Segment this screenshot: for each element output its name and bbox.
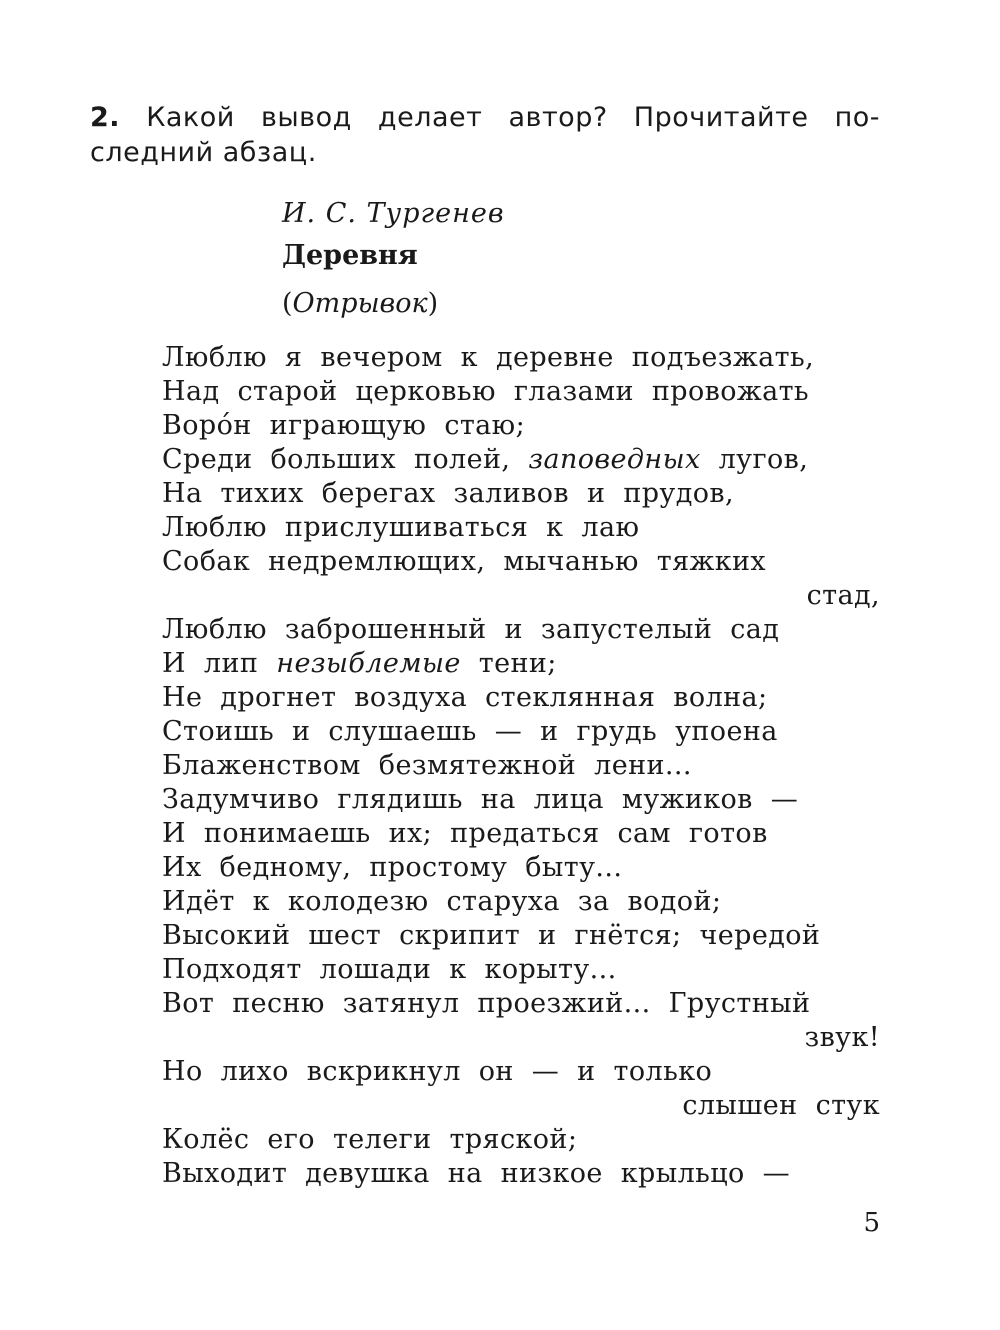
task-question [90,100,880,170]
poem-author: И. С. Тургенев [282,198,505,229]
poem-line-part: тени; [460,648,557,679]
poem-line: Люблю прислушиваться к лаю [162,512,640,543]
poem-line-part: Среди больших полей, [162,444,529,475]
poem-line: Но лихо вскрикнул он — и только [162,1056,713,1087]
poem-italic-word: незыблемые [276,648,461,679]
subtitle-paren-open: ( [282,288,293,319]
poem-line [162,443,880,477]
poem-line-part: И лип [162,648,277,679]
subtitle-text: Отрывок [292,288,428,319]
poem-line: Над старой церковью глазами провожать [162,376,810,407]
poem-line-part: лугов, [700,444,809,475]
poem-text [162,341,880,1191]
poem-line-continuation: звук! [804,1022,880,1053]
poem-line: Люблю я вечером к деревне подъезжать, [162,342,815,373]
poem-line: Подходят лошади к корыту... [162,954,617,985]
poem-line-continuation: стад, [806,580,880,611]
poem-line: Люблю заброшенный и запустелый сад [162,614,780,645]
task-text-1: Какой вывод делает автор? Прочитайте по- [146,102,880,133]
task-number: 2. [90,102,121,133]
poem-line [162,647,880,681]
poem-line: Стоишь и слушаешь — и грудь упоена [162,716,778,747]
poem-line: Вот песню затянул проезжий... Грустный [162,988,811,1019]
poem-line: Идёт к колодезю старуха за водой; [162,886,722,917]
poem-line: На тихих берегах заливов и прудов, [162,478,734,509]
poem-title: Деревня [282,240,418,271]
page-number: 5 [863,1208,880,1238]
poem-line: Не дрогнет воздуха стеклянная волна; [162,682,768,713]
poem-line: Воро́н играющую стаю; [162,410,526,441]
poem-subtitle [282,288,438,319]
poem-italic-word: заповедных [528,444,701,475]
poem-line: Их бедному, простому быту... [162,852,623,883]
poem-line: Задумчиво глядишь на лица мужиков — [162,784,799,815]
poem-line: И понимаешь их; предаться сам готов [162,818,768,849]
poem-line: Колёс его телеги тряской; [162,1124,578,1155]
task-line-1 [90,100,880,135]
poem-line: Собак недремлющих, мычанью тяжких [162,546,767,577]
poem-line-continuation: слышен стук [682,1090,880,1121]
poem-line: Высокий шест скрипит и гнётся; чередой [162,920,821,951]
poem-line: Выходит девушка на низкое крыльцо — [162,1158,791,1189]
subtitle-paren-close: ) [427,288,439,319]
poem-line: Блаженством безмятежной лени... [162,750,692,781]
task-line-2: следний абзац. [90,137,317,168]
